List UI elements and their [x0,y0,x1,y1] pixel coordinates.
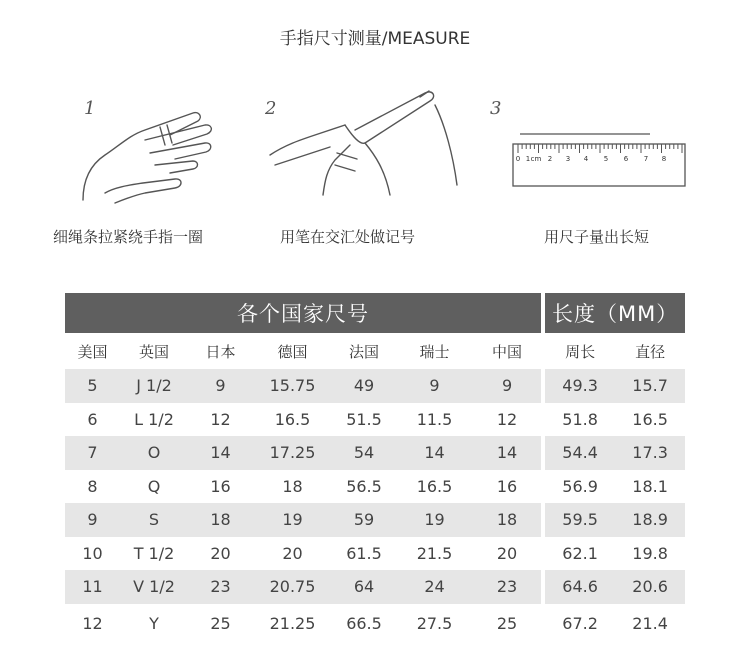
ruler-label: 7 [643,155,649,163]
table-row [65,369,685,403]
table-cell: 14 [396,436,473,470]
table-cell: 20 [282,543,303,563]
table-cell: 23 [473,570,541,604]
table-cell: 12 [496,409,518,429]
table-cell: 8 [87,476,98,496]
table-cell: 20.75 [253,570,332,604]
table-cell: 64 [332,570,396,604]
table-cell: 9 [65,503,120,537]
step-3-number: 3 [490,98,502,119]
table-cell: 66.5 [346,614,382,633]
ruler-label: 1 [525,155,531,163]
table-cell: 67.2 [541,604,615,644]
step-2-caption: 用笔在交汇处做记号 [280,228,416,246]
table-cell: 56.5 [346,476,382,496]
table-cell: 62.1 [541,537,615,571]
table-cell: 20 [496,543,518,563]
ruler-label: 6 [623,155,629,163]
table-cell: 17.3 [615,436,685,470]
ruler-label: 3 [565,155,571,163]
step-1-caption: 细绳条拉紧绕手指一圈 [53,228,204,246]
length-mm-header: 长度（MM） [541,293,685,333]
table-cell: 11 [65,570,120,604]
table-row [65,503,685,537]
table-cell: 61.5 [346,543,382,563]
table-cell: 18.1 [632,476,668,496]
table-cell: 21.4 [632,614,668,633]
table-cell: 17.25 [253,436,332,470]
table-cell: 54.4 [541,436,615,470]
hand-marking-pen-icon [265,85,465,200]
table-cell: 15.75 [253,369,332,403]
table-cell: 5 [65,369,120,403]
step-1-number: 1 [84,98,96,119]
table-cell: 19 [396,503,473,537]
ruler-label: cm [530,155,542,163]
table-cell: 11.5 [416,409,453,429]
step-2-number: 2 [265,98,277,119]
table-cell: 21.5 [416,543,453,563]
column-header: 日本 [188,333,253,369]
table-cell: Y [149,614,159,633]
table-cell: 51.5 [346,409,382,429]
table-row [65,537,685,571]
table-cell: 25 [210,614,231,633]
table-cell: 19.8 [632,543,668,563]
step-3-caption: 用尺子量出长短 [544,228,650,246]
hand-measuring-string-icon [75,95,225,205]
table-cell: 15.7 [615,369,685,403]
table-cell: Q [147,476,161,496]
table-cell: 19 [253,503,332,537]
table-cell: 12 [210,409,231,429]
table-cell: 59 [332,503,396,537]
table-cell: 9 [473,369,541,403]
column-header: 美国 [65,333,120,369]
table-row [65,570,685,604]
table-cell: 25 [496,614,518,633]
table-cell: 18 [473,503,541,537]
table-cell: J 1/2 [120,369,188,403]
table-cell: 12 [82,614,103,633]
table-cell: 27.5 [416,614,453,633]
table-cell: 54 [332,436,396,470]
table-cell: 14 [473,436,541,470]
table-cell: 6 [87,409,98,429]
country-sizes-header: 各个国家尺号 [65,293,541,333]
table-cell: O [120,436,188,470]
table-cell: 51.8 [541,403,615,437]
table-cell: 10 [82,543,103,563]
table-cell: 59.5 [541,503,615,537]
table-cell: 7 [65,436,120,470]
table-cell: S [120,503,188,537]
table-cell: 56.9 [541,470,615,504]
ruler-label: 8 [661,155,667,163]
ruler-label: 0 [515,155,521,163]
table-row [65,436,685,470]
ring-size-table [65,293,685,644]
column-header: 法国 [332,333,396,369]
ruler-label: 5 [603,155,609,163]
table-row [65,403,685,437]
table-row [65,470,685,504]
table-row [65,604,685,644]
table-cell: 49.3 [541,369,615,403]
table-cell: 16 [210,476,231,496]
column-header: 中国 [473,333,541,369]
column-header: 德国 [253,333,332,369]
ruler-label: 4 [583,155,589,163]
table-cell: 64.6 [541,570,615,604]
table-cell: 24 [396,570,473,604]
ruler-icon [510,130,690,190]
table-cell: 9 [188,369,253,403]
table-cell: T 1/2 [133,543,175,563]
table-cell: 16.5 [416,476,453,496]
table-cell: V 1/2 [120,570,188,604]
column-header: 瑞士 [396,333,473,369]
page-title: 手指尺寸测量/MEASURE [279,29,471,49]
table-cell: L 1/2 [134,409,174,429]
table-cell: 14 [188,436,253,470]
table-cell: 16.5 [632,409,668,429]
table-cell: 20.6 [615,570,685,604]
table-cell: 18 [188,503,253,537]
table-cell: 20 [210,543,231,563]
table-cell: 23 [188,570,253,604]
table-cell: 18.9 [615,503,685,537]
column-header: 直径 [615,333,685,369]
column-header: 英国 [120,333,188,369]
table-cell: 16 [496,476,518,496]
ruler-label: 2 [547,155,553,163]
table-cell: 49 [332,369,396,403]
table-cell: 18 [282,476,303,496]
column-header: 周长 [541,333,615,369]
table-cell: 9 [396,369,473,403]
table-cell: 16.5 [274,409,311,429]
table-cell: 21.25 [269,614,316,633]
